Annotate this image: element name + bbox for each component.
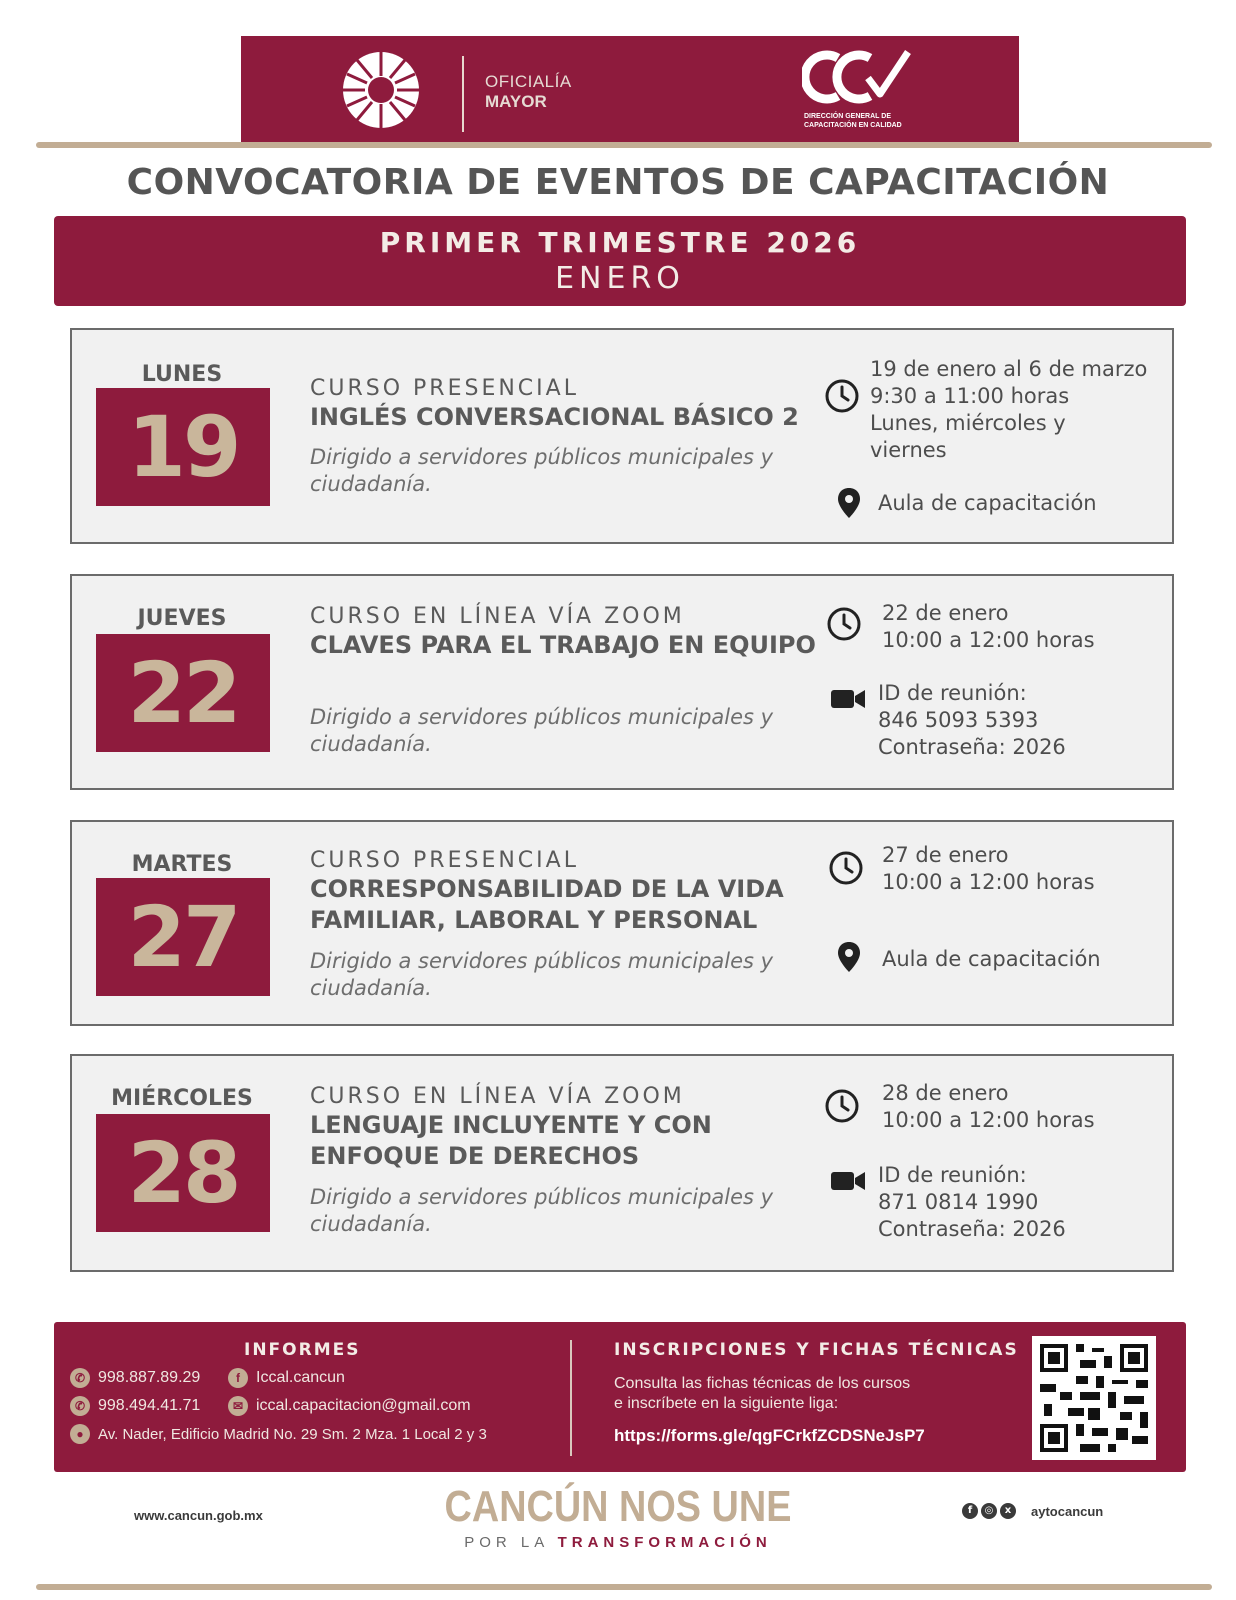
address: ● Av. Nader, Edificio Madrid No. 29 Sm. 2 Mza. 1 Local 2 y 3: [70, 1424, 487, 1444]
event-schedule: 28 de enero 10:00 a 12:00 horas: [882, 1081, 1095, 1132]
location-icon: ●: [70, 1424, 90, 1444]
quarter-label: PRIMER TRIMESTRE 2026: [379, 226, 861, 259]
day-name: MIÉRCOLES: [111, 1086, 253, 1111]
event-place: Aula de capacitación: [878, 491, 1097, 515]
facebook-contact[interactable]: f Iccal.cancun: [228, 1368, 345, 1388]
event-title: LENGUAJE INCLUYENTE Y CON ENFOQUE DE DERECHOS: [310, 1111, 712, 1170]
video-camera-icon: [830, 688, 866, 710]
event-place: Aula de capacitación: [882, 947, 1101, 971]
event-mode: CURSO EN LÍNEA VÍA ZOOM: [310, 1084, 685, 1109]
day-number: 19: [96, 388, 270, 506]
event-mode: CURSO PRESENCIAL: [310, 376, 579, 401]
period-banner: [54, 216, 1186, 306]
website-link[interactable]: www.cancun.gob.mx: [134, 1508, 263, 1523]
event-mode: CURSO PRESENCIAL: [310, 848, 579, 873]
clock-icon: [826, 606, 862, 642]
event-schedule: 27 de enero 10:00 a 12:00 horas: [882, 843, 1095, 894]
phone-1: ✆ 998.887.89.29: [70, 1368, 200, 1388]
event-card-28: [70, 1054, 1174, 1272]
event-audience: Dirigido a servidores públicos municipales y ciudadanía.: [310, 949, 774, 1000]
clock-icon: [828, 850, 864, 886]
x-icon[interactable]: x: [1000, 1503, 1016, 1519]
whatsapp-icon: ✆: [70, 1396, 90, 1416]
facebook-icon: f: [228, 1368, 248, 1388]
consult-text: Consulta las fichas técnicas de los cursos e inscríbete en la siguiente liga:: [614, 1375, 911, 1412]
header-rule: [36, 142, 1212, 148]
event-card-19: [70, 328, 1174, 544]
contact-footer: [54, 1322, 1186, 1472]
clock-icon: [824, 1088, 860, 1124]
meeting-details: ID de reunión: 846 5093 5393 Contraseña: 2026: [878, 681, 1066, 759]
logo-divider: [462, 56, 464, 132]
clock-icon: [824, 378, 860, 414]
social-links: [962, 1503, 1103, 1519]
day-name: LUNES: [141, 362, 223, 387]
location-pin-icon: [834, 486, 864, 520]
informes-heading: INFORMES: [244, 1340, 361, 1360]
event-mode: CURSO EN LÍNEA VÍA ZOOM: [310, 604, 685, 629]
event-schedule: 19 de enero al 6 de marzo 9:30 a 11:00 horas Lunes, miércoles y viernes: [870, 357, 1148, 462]
email-contact[interactable]: ✉ iccal.capacitacion@gmail.com: [228, 1396, 471, 1416]
event-card-22: [70, 574, 1174, 790]
event-audience: Dirigido a servidores públicos municipales y ciudadanía.: [310, 705, 774, 756]
footer-rule: [36, 1584, 1212, 1590]
event-title: CLAVES PARA EL TRABAJO EN EQUIPO: [310, 631, 816, 659]
inscripciones-heading: INSCRIPCIONES Y FICHAS TÉCNICAS: [614, 1340, 1019, 1360]
event-card-27: [70, 820, 1174, 1026]
social-handle: aytocancun: [1031, 1503, 1104, 1519]
qr-code[interactable]: [1032, 1336, 1156, 1460]
cancun-sun-logo: [341, 50, 421, 130]
instagram-icon[interactable]: ◎: [981, 1503, 997, 1519]
oficialia-mayor-label: OFICIALÍA MAYOR: [485, 72, 572, 111]
day-number: 27: [96, 878, 270, 996]
ccv-logo: [802, 48, 912, 106]
phone-icon: ✆: [70, 1368, 90, 1388]
dgcc-caption: DIRECCIÓN GENERAL DE CAPACITACIÓN EN CALIDAD: [804, 113, 902, 129]
event-title: CORRESPONSABILIDAD DE LA VIDA FAMILIAR, LABORAL Y PERSONAL: [310, 875, 784, 934]
slogan-main: CANCÚN NOS UNE: [444, 1482, 792, 1531]
event-schedule: 22 de enero 10:00 a 12:00 horas: [882, 601, 1095, 652]
header-banner: [241, 36, 1019, 144]
event-audience: Dirigido a servidores públicos municipales y ciudadanía.: [310, 1185, 774, 1236]
day-name: JUEVES: [137, 606, 227, 631]
footer-divider: [570, 1340, 572, 1456]
phone-2: ✆ 998.494.41.71: [70, 1396, 200, 1416]
registration-link[interactable]: https://forms.gle/qgFCrkfZCDSNeJsP7: [614, 1426, 925, 1445]
day-number: 22: [96, 634, 270, 752]
slogan-sub: POR LA TRANSFORMACIÓN: [464, 1534, 772, 1551]
day-name: MARTES: [131, 852, 233, 877]
video-camera-icon: [830, 1170, 866, 1192]
facebook-icon[interactable]: f: [962, 1503, 978, 1519]
page-title: CONVOCATORIA DE EVENTOS DE CAPACITACIÓN: [126, 162, 1110, 203]
event-audience: Dirigido a servidores públicos municipales y ciudadanía.: [310, 445, 774, 496]
event-title: INGLÉS CONVERSACIONAL BÁSICO 2: [310, 403, 799, 431]
email-icon: ✉: [228, 1396, 248, 1416]
meeting-details: ID de reunión: 871 0814 1990 Contraseña: 2026: [878, 1163, 1066, 1241]
month-label: ENERO: [555, 261, 685, 296]
day-number: 28: [96, 1114, 270, 1232]
location-pin-icon: [834, 940, 864, 974]
